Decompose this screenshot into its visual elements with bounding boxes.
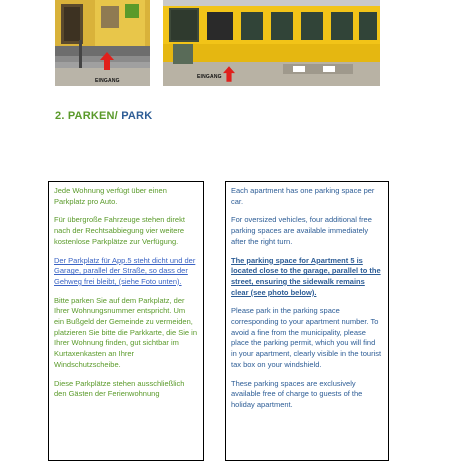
english-paragraph: Please park in the parking space corresponding to your apartment number. To avoid a fine from the municipality, please place the parking permit, which you will find in your apartment, clearly visible in the tourist tax box on your windshield. [231, 306, 382, 369]
section-heading [55, 110, 152, 122]
german-paragraph: Jede Wohnung verfügt über einen Parkplatz pro Auto. [54, 186, 167, 206]
section-heading-english: PARK [121, 110, 153, 122]
english-highlight-paragraph: The parking space for Apartment 5 is located close to the garage, parallel to the street, ensuring the sidewalk remains clear (see photo below). [231, 255, 381, 297]
german-paragraph: Bitte parken Sie auf dem Parkplatz, der Ihrer Wohnungsnummer entspricht. Um ein Bußgeld der Gemeinde zu vermeiden, platzieren Sie bitte die Parkkarte, die Sie in Ihrer Wohnung finden, gut sichtbar im Kurtaxenkasten an Ihrer Windschutzscheibe. [54, 295, 197, 369]
entrance-caption-left: EINGANG [95, 78, 120, 84]
english-paragraph: Each apartment has one parking space per car. [231, 186, 375, 206]
english-parking-info-box [225, 181, 389, 461]
german-paragraph: Diese Parkplätze stehen ausschließlich den Gästen der Ferienwohnung [54, 378, 185, 399]
red-arrow-up-icon [100, 52, 114, 70]
entrance-caption-right: EINGANG [197, 74, 222, 80]
entrance-photo-right [163, 0, 380, 86]
german-paragraph: Für übergroße Fahrzeuge stehen direkt nach der Rechtsabbiegung vier weitere kostenlose Parkplätze zur Verfügung. [54, 215, 185, 246]
german-parking-info-box [48, 181, 204, 461]
section-heading-german: 2. PARKEN/ [55, 110, 118, 122]
english-paragraph: These parking spaces are exclusively available free of charge to guests of the holiday apartment. [231, 378, 363, 409]
entrance-photo-left [55, 0, 150, 86]
english-paragraph: For oversized vehicles, four additional free parking spaces are available immediately after the right turn. [231, 215, 372, 246]
german-highlight-paragraph: Der Parkplatz für App.5 steht dicht und der Garage, parallel der Straße, so dass der Gehweg frei bleibt, (siehe Foto unten). [54, 255, 196, 286]
red-arrow-up-icon [223, 66, 235, 82]
